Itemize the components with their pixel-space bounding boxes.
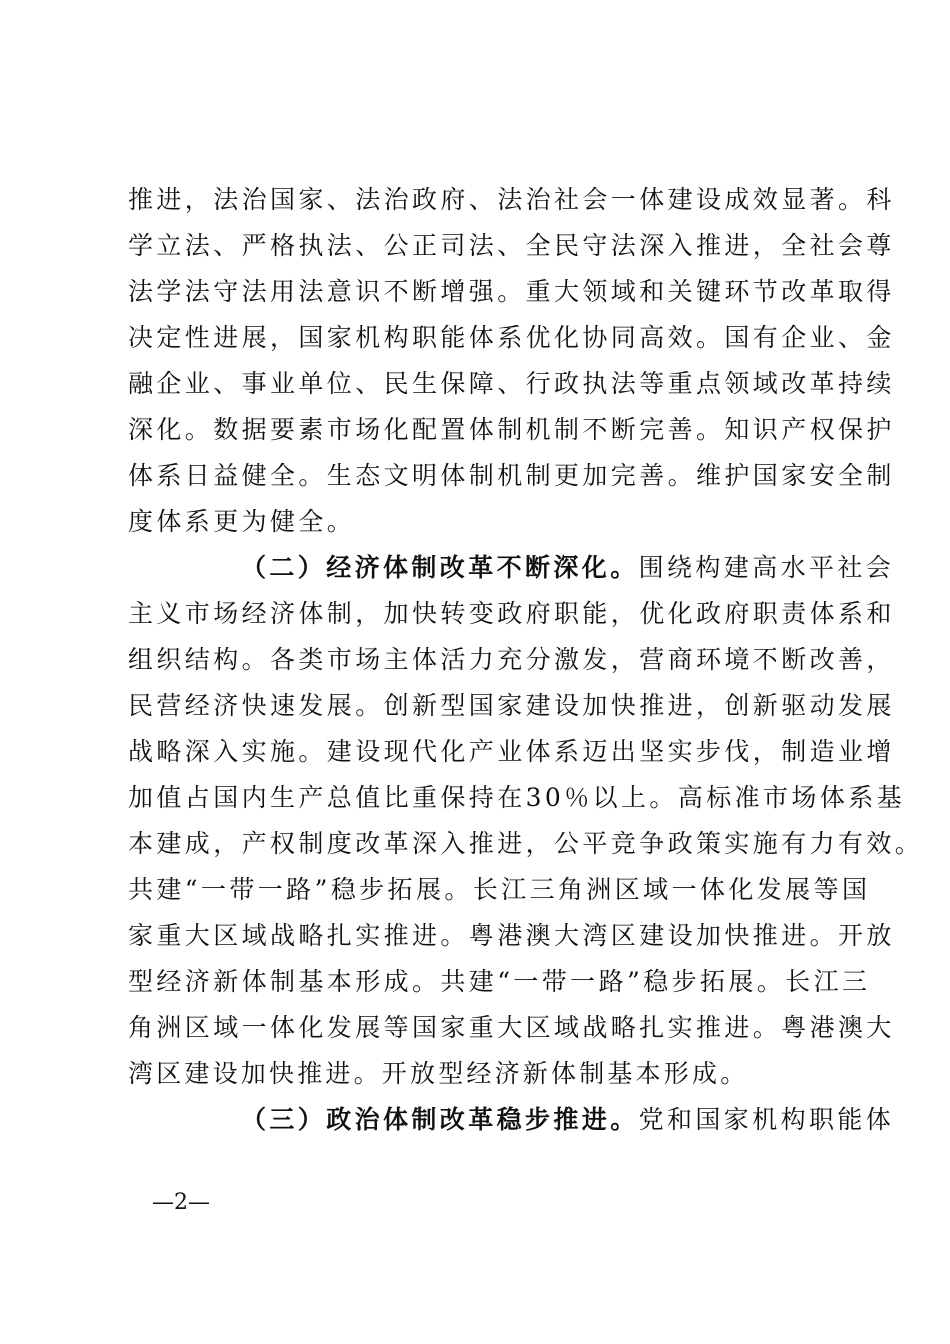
heading-continuation: 围绕构建高水平社会	[638, 553, 895, 582]
text-line: 体系日益健全。生态文明体制机制更加完善。维护国家安全制	[128, 461, 895, 490]
text-line: 型经济新体制基本形成。共建“一带一路”稳步拓展。长江三	[128, 967, 871, 996]
text-line: 主义市场经济体制，加快转变政府职能，优化政府职责体系和	[128, 599, 895, 628]
text-line: 度体系更为健全。	[128, 507, 356, 536]
text-line: 加值占国内生产总值比重保持在30％以上。高标准市场体系基	[128, 783, 906, 812]
section-heading: （三）政治体制改革稳步推进。	[241, 1105, 639, 1134]
text-line: 本建成，产权制度改革深入推进，公平竞争政策实施有力有效。	[128, 829, 924, 858]
paragraph-first-line	[241, 1101, 895, 1139]
page-number: —2—	[152, 1190, 210, 1215]
text-line: 战略深入实施。建设现代化产业体系迈出坚实步伐，制造业增	[128, 737, 895, 766]
text-line: 融企业、事业单位、民生保障、行政执法等重点领域改革持续	[128, 369, 895, 398]
text-line: 深化。数据要素市场化配置体制机制不断完善。知识产权保护	[128, 415, 895, 444]
heading-continuation: 党和国家机构职能体	[638, 1105, 895, 1134]
text-line: 组织结构。各类市场主体活力充分激发，营商环境不断改善，	[128, 645, 895, 674]
text-line: 法学法守法用法意识不断增强。重大领域和关键环节改革取得	[128, 277, 895, 306]
text-line: 共建“一带一路”稳步拓展。长江三角洲区域一体化发展等国	[128, 875, 871, 904]
text-line: 湾区建设加快推进。开放型经济新体制基本形成。	[128, 1059, 749, 1088]
section-heading: （二）经济体制改革不断深化。	[241, 553, 639, 582]
text-line: 推进，法治国家、法治政府、法治社会一体建设成效显著。科	[128, 185, 895, 214]
text-line: 决定性进展，国家机构职能体系优化协同高效。国有企业、金	[128, 323, 895, 352]
text-line: 角洲区域一体化发展等国家重大区域战略扎实推进。粤港澳大	[128, 1013, 895, 1042]
text-line: 学立法、严格执法、公正司法、全民守法深入推进，全社会尊	[128, 231, 895, 260]
text-line: 民营经济快速发展。创新型国家建设加快推进，创新驱动发展	[128, 691, 895, 720]
text-line: 家重大区域战略扎实推进。粤港澳大湾区建设加快推进。开放	[128, 921, 895, 950]
paragraph-first-line	[241, 549, 895, 587]
